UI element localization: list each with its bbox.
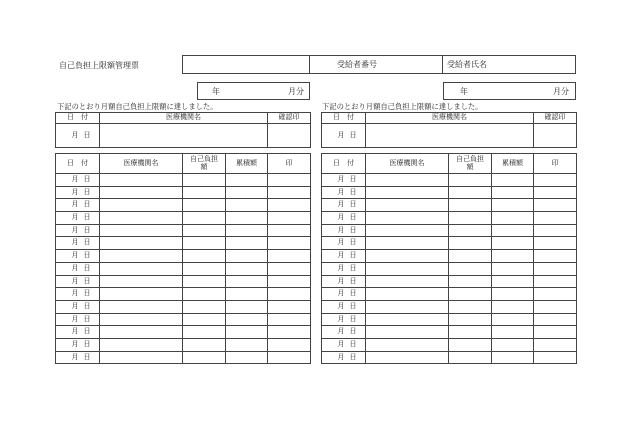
table-row [322, 326, 577, 339]
copay-cell[interactable] [183, 237, 226, 250]
table-row [56, 199, 311, 212]
date-cell[interactable]: 月 日 [56, 338, 100, 351]
date-cell[interactable]: 月 日 [56, 174, 100, 187]
copay-cell[interactable] [449, 237, 492, 250]
seal-cell[interactable] [268, 199, 311, 212]
institution-cell[interactable] [366, 326, 449, 339]
date-header: 日 付 [322, 154, 366, 174]
date-cell[interactable]: 月 日 [322, 288, 366, 301]
cumulative-cell[interactable] [226, 212, 268, 225]
confirm-table-right [321, 112, 577, 148]
seal-cell[interactable] [534, 288, 577, 301]
institution-cell[interactable] [366, 186, 449, 199]
seal-cell[interactable] [268, 186, 311, 199]
table-row [56, 174, 311, 187]
cumulative-cell[interactable] [226, 300, 268, 313]
date-cell[interactable]: 月 日 [322, 212, 366, 225]
copay-cell[interactable] [449, 338, 492, 351]
cumulative-cell[interactable] [492, 174, 534, 187]
date-cell[interactable]: 月 日 [322, 237, 366, 250]
cumulative-header: 累積額 [226, 154, 268, 174]
seal-cell[interactable] [268, 338, 311, 351]
copay-header: 自己負担額 [449, 154, 492, 174]
month-label-right: 月分 [553, 87, 569, 96]
confirm-seal-header: 確認印 [534, 113, 577, 124]
seal-cell[interactable] [268, 275, 311, 288]
seal-cell[interactable] [534, 224, 577, 237]
seal-cell[interactable] [534, 351, 577, 364]
seal-cell[interactable] [268, 174, 311, 187]
seal-cell[interactable] [534, 237, 577, 250]
seal-cell[interactable] [534, 262, 577, 275]
table-row [322, 275, 577, 288]
institution-cell[interactable] [100, 351, 183, 364]
date-cell[interactable]: 月 日 [322, 275, 366, 288]
institution-cell[interactable] [366, 212, 449, 225]
table-row [56, 313, 311, 326]
table-row [322, 237, 577, 250]
recipient-number-label: 受給者番号 [337, 60, 377, 69]
institution-cell[interactable] [100, 174, 183, 187]
table-row [56, 326, 311, 339]
institution-cell[interactable] [100, 186, 183, 199]
copay-cell[interactable] [183, 275, 226, 288]
cumulative-cell[interactable] [226, 275, 268, 288]
copay-cell[interactable] [449, 351, 492, 364]
year-label-right: 年 [460, 87, 468, 96]
copay-cell[interactable] [183, 326, 226, 339]
seal-cell[interactable] [268, 250, 311, 263]
ledger-table-right [321, 153, 577, 364]
seal-cell[interactable] [268, 212, 311, 225]
copay-cell[interactable] [449, 250, 492, 263]
cumulative-cell[interactable] [492, 351, 534, 364]
cumulative-cell[interactable] [226, 288, 268, 301]
date-header: 日 付 [56, 154, 100, 174]
year-month-box-left [197, 82, 310, 100]
copay-cell[interactable] [449, 275, 492, 288]
institution-cell[interactable] [100, 326, 183, 339]
year-month-box-right [443, 82, 576, 100]
cumulative-cell[interactable] [492, 212, 534, 225]
institution-cell[interactable] [100, 313, 183, 326]
table-row [56, 262, 311, 275]
cumulative-cell[interactable] [492, 224, 534, 237]
table-row [322, 186, 577, 199]
seal-cell[interactable] [268, 288, 311, 301]
table-row [322, 224, 577, 237]
seal-header: 印 [534, 154, 577, 174]
table-row [56, 275, 311, 288]
date-cell[interactable]: 月 日 [322, 326, 366, 339]
copay-cell[interactable] [183, 186, 226, 199]
date-header: 日 付 [322, 113, 366, 124]
institution-header: 医療機関名 [366, 113, 534, 124]
copay-cell[interactable] [183, 351, 226, 364]
date-cell[interactable]: 月 日 [56, 199, 100, 212]
cumulative-cell[interactable] [226, 199, 268, 212]
cumulative-cell[interactable] [226, 224, 268, 237]
seal-cell[interactable] [268, 262, 311, 275]
seal-cell[interactable] [268, 300, 311, 313]
cumulative-header: 累積額 [492, 154, 534, 174]
title-value-box [182, 55, 310, 74]
copay-cell[interactable] [183, 174, 226, 187]
seal-cell[interactable] [534, 250, 577, 263]
seal-cell[interactable] [268, 124, 311, 148]
copay-cell[interactable] [183, 224, 226, 237]
seal-cell[interactable] [534, 300, 577, 313]
table-row [322, 212, 577, 225]
seal-cell[interactable] [534, 174, 577, 187]
seal-cell[interactable] [268, 224, 311, 237]
cumulative-cell[interactable] [492, 300, 534, 313]
copay-cell[interactable] [183, 288, 226, 301]
institution-cell[interactable] [366, 174, 449, 187]
date-cell[interactable]: 月 日 [322, 351, 366, 364]
copay-cell[interactable] [449, 300, 492, 313]
cumulative-cell[interactable] [492, 262, 534, 275]
seal-cell[interactable] [268, 326, 311, 339]
cumulative-cell[interactable] [226, 174, 268, 187]
table-row [56, 351, 311, 364]
copay-cell[interactable] [449, 174, 492, 187]
table-row [322, 338, 577, 351]
cumulative-cell[interactable] [492, 199, 534, 212]
year-label-left: 年 [212, 87, 220, 96]
date-cell[interactable]: 月 日 [322, 262, 366, 275]
cumulative-cell[interactable] [226, 338, 268, 351]
institution-cell[interactable] [366, 262, 449, 275]
date-cell[interactable]: 月 日 [56, 275, 100, 288]
seal-cell[interactable] [534, 186, 577, 199]
institution-header: 医療機関名 [100, 154, 183, 174]
date-cell[interactable]: 月 日 [322, 338, 366, 351]
table-row [56, 212, 311, 225]
cumulative-cell[interactable] [492, 326, 534, 339]
table-row [322, 300, 577, 313]
copay-cell[interactable] [183, 199, 226, 212]
seal-cell[interactable] [534, 212, 577, 225]
table-row [56, 224, 311, 237]
date-cell[interactable]: 月 日 [56, 124, 100, 148]
institution-cell[interactable] [100, 237, 183, 250]
seal-cell[interactable] [534, 338, 577, 351]
seal-cell[interactable] [534, 326, 577, 339]
institution-cell[interactable] [366, 313, 449, 326]
seal-cell[interactable] [268, 351, 311, 364]
date-cell[interactable]: 月 日 [56, 186, 100, 199]
copay-cell[interactable] [183, 250, 226, 263]
cumulative-cell[interactable] [226, 313, 268, 326]
institution-cell[interactable] [100, 224, 183, 237]
date-cell[interactable]: 月 日 [56, 300, 100, 313]
institution-cell[interactable] [366, 237, 449, 250]
copay-cell[interactable] [449, 212, 492, 225]
table-row [322, 351, 577, 364]
form-title: 自己負担上限額管理票 [59, 61, 139, 70]
cumulative-cell[interactable] [492, 275, 534, 288]
date-header: 日 付 [56, 113, 100, 124]
copay-cell[interactable] [449, 288, 492, 301]
institution-cell[interactable] [100, 212, 183, 225]
institution-cell[interactable] [100, 275, 183, 288]
table-row [322, 174, 577, 187]
table-row [56, 300, 311, 313]
institution-cell[interactable] [100, 300, 183, 313]
cumulative-cell[interactable] [226, 250, 268, 263]
table-row [322, 250, 577, 263]
table-row [56, 237, 311, 250]
copay-cell[interactable] [449, 224, 492, 237]
cumulative-cell[interactable] [226, 351, 268, 364]
institution-cell[interactable] [100, 250, 183, 263]
institution-cell[interactable] [100, 199, 183, 212]
copay-cell[interactable] [449, 186, 492, 199]
cumulative-cell[interactable] [492, 288, 534, 301]
seal-cell[interactable] [268, 313, 311, 326]
date-cell[interactable]: 月 日 [56, 351, 100, 364]
institution-cell[interactable] [366, 199, 449, 212]
institution-cell[interactable] [366, 250, 449, 263]
month-label-left: 月分 [288, 87, 304, 96]
institution-header: 医療機関名 [100, 113, 268, 124]
date-cell[interactable]: 月 日 [322, 224, 366, 237]
institution-cell[interactable] [100, 338, 183, 351]
date-cell[interactable]: 月 日 [56, 262, 100, 275]
institution-cell[interactable] [366, 351, 449, 364]
ledger-table-left [55, 153, 311, 364]
seal-cell[interactable] [534, 275, 577, 288]
seal-cell[interactable] [534, 199, 577, 212]
copay-cell[interactable] [449, 313, 492, 326]
institution-cell[interactable] [100, 262, 183, 275]
cumulative-cell[interactable] [226, 326, 268, 339]
table-row [322, 262, 577, 275]
institution-cell[interactable] [366, 300, 449, 313]
date-cell[interactable]: 月 日 [322, 250, 366, 263]
cumulative-cell[interactable] [492, 250, 534, 263]
cumulative-cell[interactable] [226, 237, 268, 250]
seal-cell[interactable] [534, 124, 577, 148]
copay-cell[interactable] [449, 199, 492, 212]
cumulative-cell[interactable] [226, 262, 268, 275]
copay-cell[interactable] [183, 300, 226, 313]
table-row [56, 186, 311, 199]
recipient-number-box [309, 55, 443, 74]
copay-cell[interactable] [183, 313, 226, 326]
institution-cell[interactable] [366, 224, 449, 237]
copay-cell[interactable] [183, 212, 226, 225]
cumulative-cell[interactable] [226, 186, 268, 199]
table-row [322, 288, 577, 301]
institution-cell[interactable] [100, 124, 268, 148]
date-cell[interactable]: 月 日 [56, 212, 100, 225]
institution-cell[interactable] [100, 288, 183, 301]
date-cell[interactable]: 月 日 [56, 313, 100, 326]
seal-header: 印 [268, 154, 311, 174]
cumulative-cell[interactable] [492, 186, 534, 199]
date-cell[interactable]: 月 日 [56, 288, 100, 301]
seal-cell[interactable] [268, 237, 311, 250]
copay-header: 自己負担額 [183, 154, 226, 174]
table-row [322, 313, 577, 326]
date-cell[interactable]: 月 日 [322, 313, 366, 326]
table-row [322, 199, 577, 212]
notice-left: 下記のとおり月額自己負担上限額に達しました。 [57, 102, 218, 111]
institution-header: 医療機関名 [366, 154, 449, 174]
date-cell[interactable]: 月 日 [322, 186, 366, 199]
seal-cell[interactable] [534, 313, 577, 326]
institution-cell[interactable] [366, 338, 449, 351]
table-row [56, 288, 311, 301]
cumulative-cell[interactable] [492, 313, 534, 326]
cumulative-cell[interactable] [492, 237, 534, 250]
institution-cell[interactable] [366, 275, 449, 288]
date-cell[interactable]: 月 日 [56, 250, 100, 263]
institution-cell[interactable] [366, 124, 534, 148]
confirm-table-left [55, 112, 311, 148]
institution-cell[interactable] [366, 288, 449, 301]
date-cell[interactable]: 月 日 [56, 237, 100, 250]
date-cell[interactable]: 月 日 [322, 300, 366, 313]
date-cell[interactable]: 月 日 [322, 174, 366, 187]
copay-cell[interactable] [183, 338, 226, 351]
notice-right: 下記のとおり月額自己負担上限額に達しました。 [322, 102, 483, 111]
table-row [56, 250, 311, 263]
recipient-name-label: 受給者氏名 [447, 60, 487, 69]
copay-cell[interactable] [183, 262, 226, 275]
confirm-seal-header: 確認印 [268, 113, 311, 124]
recipient-name-box [442, 55, 576, 74]
copay-cell[interactable] [449, 262, 492, 275]
cumulative-cell[interactable] [492, 338, 534, 351]
date-cell[interactable]: 月 日 [322, 199, 366, 212]
date-cell[interactable]: 月 日 [322, 124, 366, 148]
copay-cell[interactable] [449, 326, 492, 339]
date-cell[interactable]: 月 日 [56, 224, 100, 237]
table-row [56, 338, 311, 351]
date-cell[interactable]: 月 日 [56, 326, 100, 339]
